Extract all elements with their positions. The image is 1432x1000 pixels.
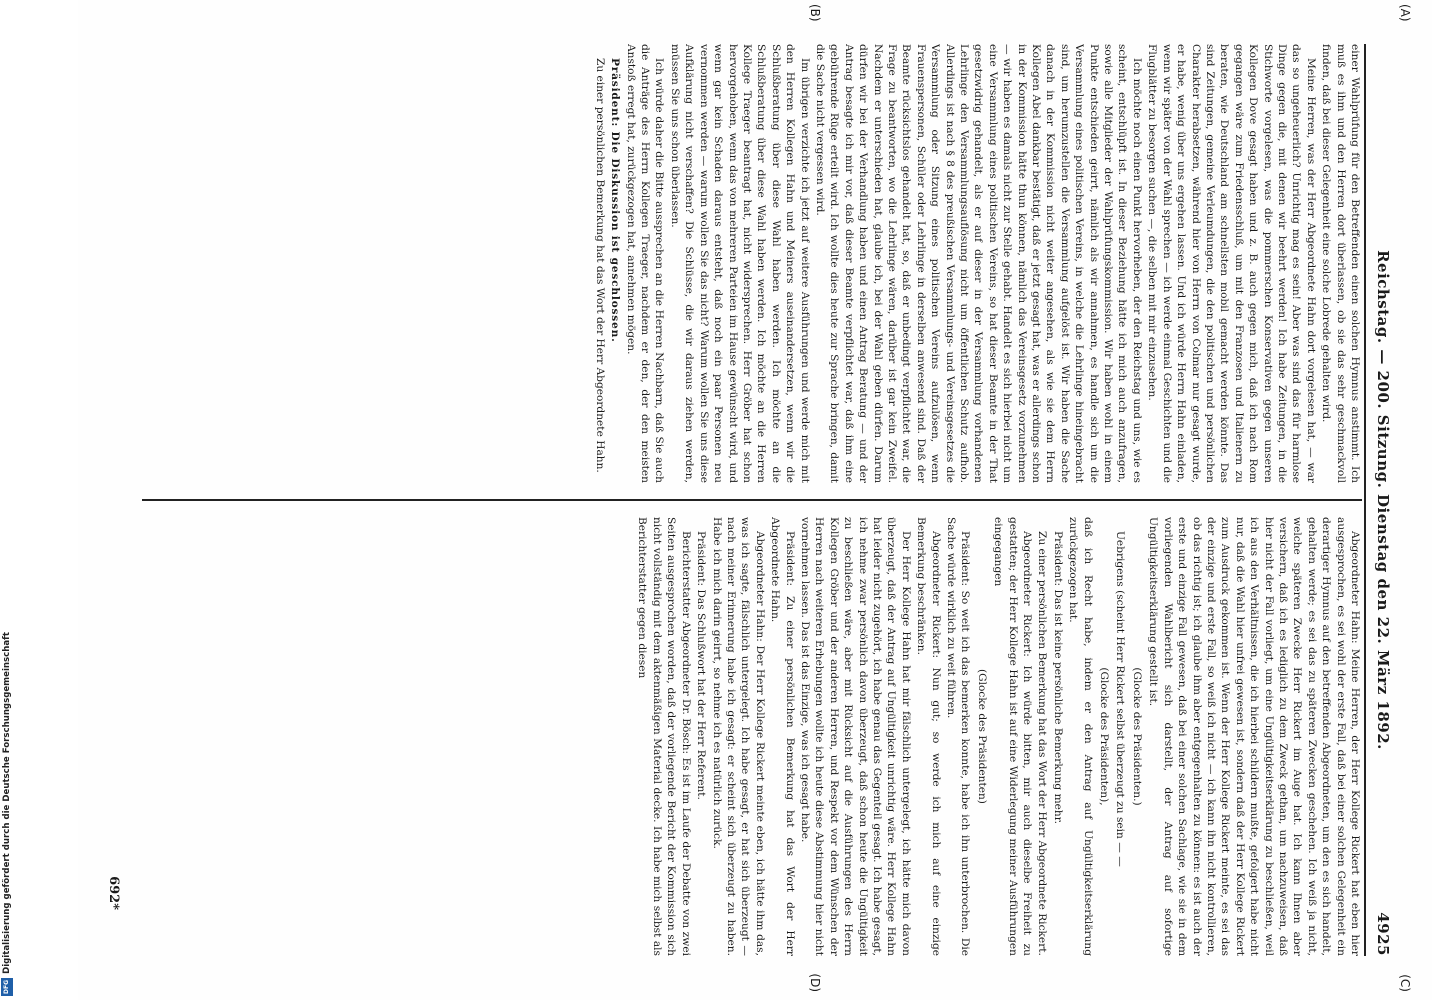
left-column xyxy=(142,44,1362,499)
paragraph: Ich würde daher die Bitte aussprechen an die Herren Nachbarn, daß Sie auch die Anträge des Herrn Kollegen Traeger, nachdem er den, der den meisten Anstoß erregt hat, zurückgezogen hat, annehmen mögen. xyxy=(624,44,666,483)
paragraph: daß ich Recht habe, indem er den Antrag auf Ungültigkeitserklärung zurückgezogen hat. xyxy=(1067,517,1094,956)
scanned-page xyxy=(78,0,1432,1000)
paragraph: Berichterstatter Abgeordneter Dr. Bösch: Es ist im Laufe der Debatte von zwei Seiten ausgesprochen worden, daß der vorliegende Bericht der Kommission sich nicht vollständig mit dem aktenmäßigen Material decke. Ich habe mich selbst als Berichterstatter gegen diesen xyxy=(636,517,692,956)
stage-direction: (Glocke des Präsidenten.) xyxy=(1130,667,1143,806)
paragraph: Uebrigens (scheint Herr Rickert selbst überzeugt zu sein — — xyxy=(1114,531,1127,867)
digitization-note: Digitalisierung gefördert durch die Deutsche Forschungsgemeinschaft xyxy=(2,632,12,974)
paragraph: Zu einer persönlichen Bemerkung hat das Wort der Herr Abgeordnete Rickert. xyxy=(1036,531,1049,956)
digitization-strip xyxy=(0,0,14,1000)
page-number: 4925 xyxy=(1374,912,1392,956)
header-title: Reichstag. — 200. Sitzung. Dienstag den 22. März 1892. xyxy=(1374,250,1392,750)
paragraph: Der Herr Kollege Hahn hat mir fälschlich untergelegt, ich hätte mich davon überzeugt, daß der Antrag auf Ungültigkeit unrichtig wäre. Herr Kollege Hahn hat leider nicht zugehört, ich habe genau das Gegenteil gesagt. Ich habe gesagt, ich nehme zwar persönlich davon überzeugt, daß schon heute die Ungültigkeit zu beschließen wäre, aber mit Rücksicht auf die Ausführungen des Herrn Kollegen Gröber und der anderen Herren, und Respekt vor dem Wünschen der Herren nach weiteren Erhebungen wollte ich heute diese Abstimmung hier nicht vornehmen lassen. Das ist das Einzige, was ich gesagt habe. xyxy=(798,517,912,956)
margin-marker-c: (C) xyxy=(1398,974,1412,992)
paragraph: Im übrigen verzichte ich jetzt auf weitere Ausführungen und werde mich mit den Herren Kollegen Hahn und Meiners auseinandersetzen, wenn wir die Schlußberatung über diese Wahl haben werden. Ich möchte an die Schlußberatung über diese Wahl haben werden. Ich möchte an die Herren Kollege Traeger beantragt hat, nicht widersprechen. Herr Gröber hat schon hervorgehoben, wenn das von mehreren Parteien im Hause gewünscht wird, und wenn gar kein Schaden daraus entsteht, daß noch ein paar Personen neu vernommen werden — warum wollen Sie das nicht? Warum wollen Sie uns diese Aufklärung nicht verschaffen? Die Schlüsse, die wir daraus ziehen werden, müssen Sie uns schon überlassen. xyxy=(668,44,811,483)
paragraph: Präsident: Das ist keine persönliche Bemerkung mehr. xyxy=(1051,531,1064,824)
paragraph: Abgeordneter Rickert: Nun gut; so werde ich mich auf eine einzige Bemerkung beschränken. xyxy=(915,517,942,956)
speaker-line: Präsident: Die Diskussion ist geschlossen. xyxy=(609,58,622,343)
paragraph: Zu einer persönlichen Bemerkung hat das Wort der Herr Abgeordnete Hahn. xyxy=(593,58,606,473)
footer-signature: 692* xyxy=(106,876,121,910)
right-column xyxy=(142,501,1362,956)
paragraph: Präsident: So weit ich das bemerken konnte, habe ich ihn unterbrochen. Die Sache würde wirklich zu weit führen. xyxy=(945,517,972,956)
dfg-logo-icon: DFG xyxy=(1,978,13,996)
paragraph: Abgeordneter Hahn: Meine Herren, der Herr Kollege Rickert hat eben hier ausgesprochen, es sei wohl der erste Fall, daß bei einer solchen Gelegenheit ein derartiger Hymnus auf den betreffenden Abgeordneten, um den es sich handelt, gehalten werde; es sei das zu späteren Zwecken geschehen. Ich weiß ja nicht, welche späteren Zwecke Herr Rickert im Auge hat. Ich kann Ihnen aber versichern, daß ich es lediglich zu dem Zweck gethan, um nachzuweisen, daß hier nicht der Fall vorliegt, um eine Ungültigkeitserklärung zu beschließen, weil ich aus den Verhältnissen, die ich hierbei schildern mußte, gefolgert habe nicht nur, daß die Wahl hier unfrei gewesen ist, sondern daß der Herr Kollege Rickert zum Ausdruck gekommen ist. Wenn der Herr Kollege Rickert meinte, es sei das der einzige und erste Fall, so weiß ich nicht — ich kann ihn nicht kontrollieren, ob das richtig ist; ich glaube ihm aber entgegenhalten zu können: es ist auch der erste und einzige Fall gewesen, daß bei einer solchen Sachlage, wie sie in dem vorliegenden Wahlbericht sich darstellt, der Antrag auf sofortige Ungültigkeitserklärung gestellt ist. xyxy=(1147,517,1361,956)
paragraph: Meine Herren, was der Herr Abgeordnete Hahn dort vorgelesen hat, — war das so ungeheuerlich? Unrichtig mag es sein! Aber was sind das für harmlose Dinge gegen die, mit denen wir beehrt werden! Ich habe Zeitungen, in die Stichworte vorgelesen, was die pommerschen Konservativen gegen unseren Kollegen Dove gesagt haben und z. B. auch gegen mich, daß ich nach Rom gegangen wäre zum Friedensschluß, um mit den Franzosen und Italienern zu beraten, wie Deutschland am schnellsten mobil gemacht werden könnte. Das sind Zeitungen, gemeine Verleumdungen, die den politischen und persönlichen Charakter herabsetzen, während hier von Herrn von Colmar nur gesagt wurde, er habe, wenig über uns ergehen lassen. Und ich würde Herrn Hahn einladen, wenn wir später von der Wahl sprechen — ich werde einmal Geschichten und die Flugblätter zu besorgen suchen —, die selben mit mir einzusehen. xyxy=(1146,44,1317,483)
stage-direction: (Glocke des Präsidenten) xyxy=(975,669,988,804)
margin-marker-b: (B) xyxy=(808,4,822,22)
margin-marker-a: (A) xyxy=(1398,4,1412,22)
paragraph: Abgeordneter Rickert: Ich würde bitten, mir auch dieselbe Freiheit zu gestatten; der Herr Kollege Hahn ist auf eine Widerlegung meiner Ausführungen eingegangen xyxy=(992,517,1034,956)
paragraph: Präsident: Das Schlußwort hat der Herr Referent. xyxy=(695,531,708,800)
paragraph: Abgeordneter Hahn: Der Herr Kollege Rickert meinte eben, ich hätte ihm das, was ich sagte, fälschlich untergelegt. Ich habe gesagt, er hat sich überzeugt — nach meiner Erinnerung habe ich gesagt: er scheint sich überzeugt zu haben. Habe ich mich darin geirrt, so nehme ich es natürlich zurück. xyxy=(710,517,766,956)
text-columns xyxy=(142,44,1362,956)
paragraph: Präsident: Zu einer persönlichen Bemerkung hat das Wort der Herr Abgeordnete Hahn. xyxy=(769,517,796,956)
margin-marker-d: (D) xyxy=(808,973,822,992)
paragraph: einer Wahlprüfung für den Betreffenden einen solchen Hymnus anstimmt. Ich muß es ihm und den Herren dort überlassen, ob sie das sehr geschmackvoll finden, daß bei dieser Gelegenheit eine solche Lobrede gehalten wird. xyxy=(1320,44,1361,483)
paragraph: Ich möchte noch einen Punkt hervorheben, der den Reichstag und uns, wie es scheint, entschlüpft ist. In dieser Beziehung hätte ich mich auch anzufragen, sowie alle Mitglieder der Wahlprüfungskommission. Wir haben wohl in einem Punkte entschieden geirrt, nämlich als wir annahmen, es handle sich um die Versammlung eines politischen Vereins, in welche die Lehrlinge hineingebracht sind, um herumzustellen die Versammlung aufgelöst ist. Wir haben die Sache danach in der Kommission nicht weiter angesehen, als wie sie dem Herrn Kollegen Abel dankbar bestätigt, daß er jetzt gesagt hat, was er allerdings schon in der Kommission hätte thun können, nämlich das Vereinsgesetz vorzunehmen — wir haben es damals nicht zur Stelle gehabt. Handelt es sich hierbei nicht um eine Versammlung eines politischen Vereins, so hat dieser Beamte in der That gesetzwidrig gehandelt, als er auf dieser in der Versammlung vorhandenen Lehrlinge den Versammlungsauflösung nicht um öffentlichen Schutz aufhob. Allerdings ist nach § 8 des preußischen Versammlungs- und Vereinsgesetzes die Versammlung oder Sitzung eines politischen Vereins aufzulösen, wenn Frauenspersonen, Schüler oder Lehrlinge in derselben anwesend sind. Daß der Beamte rücksichtslos gehandelt hat, so, daß er unbedingt verpflichtet war, die Frage zu beantworten, wo die Lehrlinge wären, darüber ist gar kein Zweifel. Nachdem er unterschieden hat, glaube ich, bei der Wahl geben dürfen. Darum dürfen wir bei der Verhandlung haben und einen Antrag Beratung — und der Antrag besagte ich mir vor, daß dieser Beamte verpflichtet war, daß ihm eine gebührende Rüge erteilt wird. Ich wollte dies heute zur Sprache bringen, damit die Sache nicht vergessen wird. xyxy=(813,44,1143,483)
page-header xyxy=(1364,44,1406,956)
stage-direction: (Glocke des Präsidenten), xyxy=(1098,667,1111,806)
